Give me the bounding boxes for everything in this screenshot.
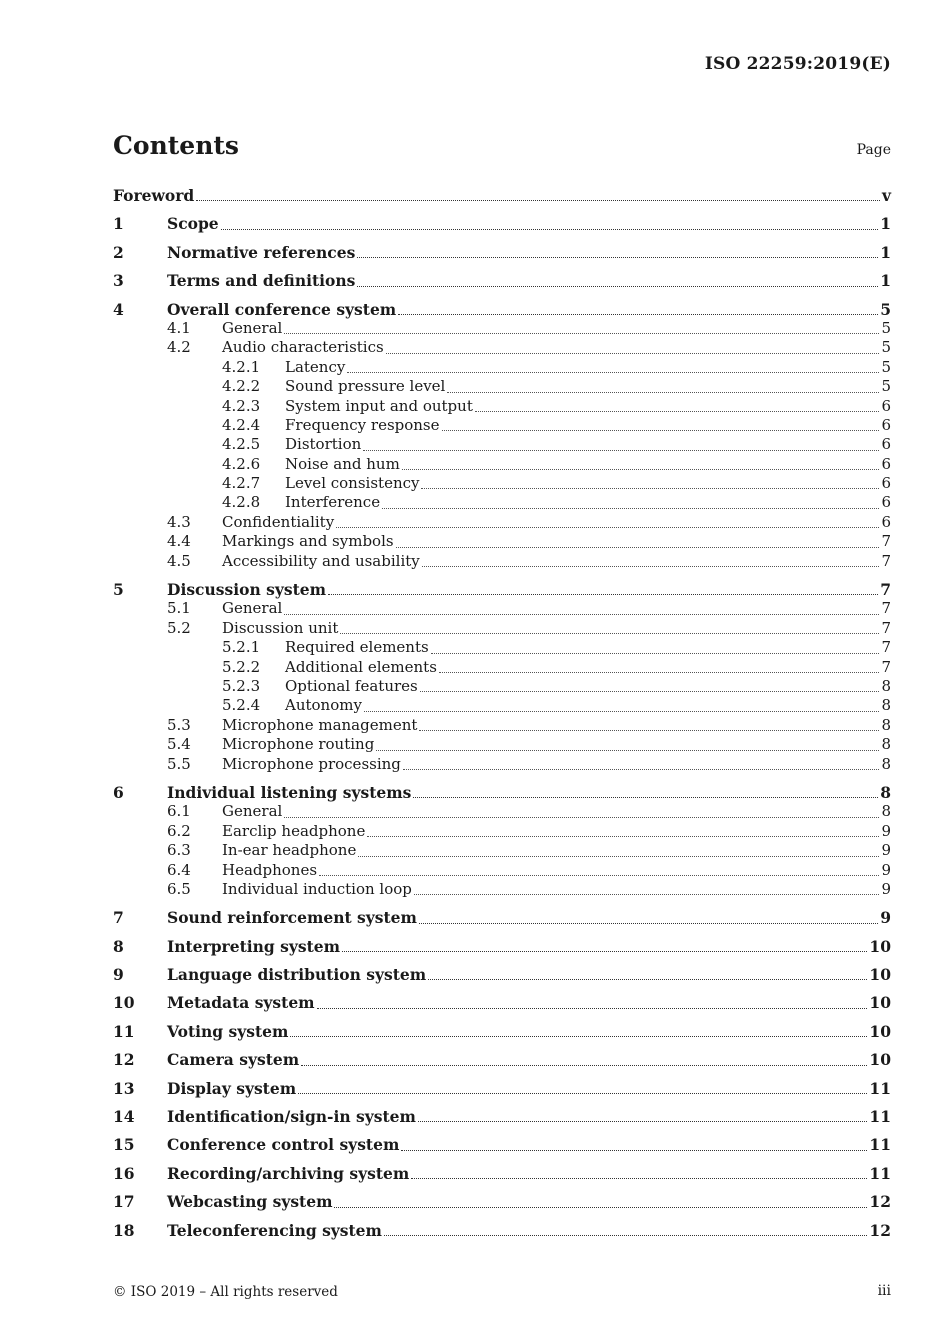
toc-entry-page: 11: [869, 1107, 891, 1127]
dot-leader: [418, 1121, 867, 1122]
toc-entry-page: 6: [881, 435, 891, 454]
dot-leader: [284, 614, 879, 615]
toc-entry-number: 9: [113, 965, 124, 985]
toc-entry-page: 9: [880, 908, 891, 928]
toc-entry-title: Conference control system: [167, 1135, 400, 1155]
copyright-notice: © ISO 2019 – All rights reserved: [113, 1284, 338, 1300]
toc-entry[interactable]: [113, 493, 891, 512]
toc-entry[interactable]: [113, 214, 891, 233]
dot-leader: [442, 430, 880, 431]
toc-entry-number: 8: [113, 936, 124, 956]
dot-leader: [284, 333, 879, 334]
toc-entry-page: 9: [881, 860, 891, 879]
toc-entry[interactable]: [113, 1192, 891, 1211]
dot-leader: [196, 200, 880, 201]
toc-entry-number: 15: [113, 1135, 135, 1155]
toc-entry-page: 9: [881, 841, 891, 860]
toc-entry-title: Camera system: [167, 1050, 300, 1070]
toc-entry[interactable]: [113, 513, 891, 532]
toc-entry-number: 10: [113, 993, 135, 1013]
dot-leader: [284, 817, 879, 818]
toc-entry-number: 4.2.4: [222, 415, 261, 434]
dot-leader: [358, 856, 879, 857]
toc-entry-title: Teleconferencing system: [167, 1220, 382, 1240]
toc-entry-title: Language distribution system: [167, 965, 427, 985]
dot-leader: [317, 1008, 868, 1009]
dot-leader: [364, 711, 880, 712]
toc-entry-number: 14: [113, 1107, 135, 1127]
toc-entry[interactable]: [113, 186, 891, 205]
toc-entry-title: Noise and hum: [285, 454, 400, 473]
toc-entry-page: 6: [881, 493, 891, 512]
dot-leader: [376, 750, 879, 751]
toc-entry-title: Scope: [167, 214, 219, 234]
toc-entry-title: Sound reinforcement system: [167, 908, 417, 928]
toc-entry-page: 7: [881, 532, 891, 551]
dot-leader: [363, 450, 879, 451]
toc-entry[interactable]: [113, 1221, 891, 1240]
dot-leader: [475, 411, 880, 412]
toc-entry-title: General: [222, 599, 283, 618]
toc-entry-page: 10: [869, 936, 891, 956]
toc-entry-number: 13: [113, 1078, 135, 1098]
dot-leader: [421, 488, 879, 489]
toc-entry[interactable]: [113, 1050, 891, 1069]
toc-entry-title: Foreword: [113, 186, 195, 205]
dot-leader: [221, 229, 879, 230]
dot-leader: [428, 979, 867, 980]
toc-entry-number: 11: [113, 1021, 135, 1041]
toc-entry-number: 6.4: [167, 860, 191, 879]
toc-entry-title: Markings and symbols: [222, 532, 394, 551]
dot-leader: [357, 257, 878, 258]
toc-entry-title: Normative references: [167, 242, 356, 262]
dot-leader: [401, 1150, 867, 1151]
toc-entry-page: 6: [881, 415, 891, 434]
toc-entry[interactable]: [113, 455, 891, 474]
toc-entry-title: Audio characteristics: [222, 338, 384, 357]
toc-entry-number: 4: [113, 299, 124, 319]
toc-entry-page: 6: [881, 396, 891, 415]
toc-entry[interactable]: [113, 532, 891, 551]
toc-entry-number: 5.3: [167, 715, 191, 734]
dot-leader: [447, 392, 879, 393]
toc-entry-page: 10: [869, 1050, 891, 1070]
toc-entry-title: System input and output: [285, 396, 473, 415]
toc-entry-page: 11: [869, 1163, 891, 1183]
toc-entry[interactable]: [113, 377, 891, 396]
dot-leader: [334, 1207, 867, 1208]
toc-entry-title: Frequency response: [285, 415, 440, 434]
toc-entry-page: 7: [881, 599, 891, 618]
toc-entry-number: 5: [113, 580, 124, 600]
toc-entry-number: 4.2: [167, 338, 191, 357]
toc-entry-number: 5.2: [167, 618, 191, 637]
dot-leader: [396, 547, 880, 548]
toc-entry-page: 8: [881, 754, 891, 773]
toc-entry-title: Discussion unit: [222, 618, 339, 637]
toc-entry-number: 7: [113, 908, 124, 928]
toc-entry-title: Level consistency: [285, 474, 420, 493]
toc-entry-page: 11: [869, 1135, 891, 1155]
toc-entry[interactable]: [113, 338, 891, 357]
dot-leader: [419, 730, 879, 731]
toc-entry[interactable]: [113, 552, 891, 571]
toc-entry-title: Distortion: [285, 435, 362, 454]
toc-entry-title: Webcasting system: [167, 1192, 333, 1212]
toc-entry-number: 4.4: [167, 532, 191, 551]
toc-entry-number: 3: [113, 271, 124, 291]
page-column-label: Page: [856, 142, 891, 158]
dot-leader: [419, 923, 878, 924]
toc-entry-title: Required elements: [285, 638, 429, 657]
toc-entry-title: Accessibility and usability: [222, 551, 420, 570]
toc-entry-title: Display system: [167, 1078, 297, 1098]
toc-entry-title: Confidentiality: [222, 512, 335, 531]
table-of-contents: [113, 186, 891, 1240]
dot-leader: [357, 286, 878, 287]
toc-entry-page: 1: [880, 214, 891, 234]
toc-entry-title: Additional elements: [285, 657, 437, 676]
toc-entry-page: 10: [869, 993, 891, 1013]
toc-entry-page: 5: [881, 377, 891, 396]
toc-entry-title: Overall conference system: [167, 299, 397, 319]
toc-entry-number: 4.2.5: [222, 435, 261, 454]
dot-leader: [384, 1235, 867, 1236]
toc-entry[interactable]: [113, 965, 891, 984]
toc-entry[interactable]: [113, 397, 891, 416]
toc-entry-number: 4.5: [167, 551, 191, 570]
dot-leader: [367, 836, 879, 837]
dot-leader: [290, 1036, 867, 1037]
toc-entry-number: 5.5: [167, 754, 191, 773]
dot-leader: [342, 951, 867, 952]
toc-entry-title: Metadata system: [167, 993, 315, 1013]
toc-entry[interactable]: [113, 435, 891, 454]
toc-entry-title: Voting system: [167, 1021, 289, 1041]
toc-entry-number: 4.2.1: [222, 357, 261, 376]
toc-entry-page: 1: [880, 271, 891, 291]
dot-leader: [413, 797, 878, 798]
toc-entry-number: 4.2.8: [222, 493, 261, 512]
toc-entry[interactable]: [113, 658, 891, 677]
toc-entry-number: 4.2.6: [222, 454, 261, 473]
dot-leader: [301, 1065, 867, 1066]
dot-leader: [403, 769, 880, 770]
toc-entry-number: 5.2.3: [222, 676, 261, 695]
toc-entry[interactable]: [113, 638, 891, 657]
toc-entry-page: 10: [869, 965, 891, 985]
toc-entry-number: 18: [113, 1220, 135, 1240]
toc-entry[interactable]: [113, 1135, 891, 1154]
toc-entry[interactable]: [113, 861, 891, 880]
toc-entry-title: Interpreting system: [167, 936, 341, 956]
toc-entry[interactable]: [113, 755, 891, 774]
toc-entry[interactable]: [113, 880, 891, 899]
dot-leader: [386, 353, 880, 354]
dot-leader: [422, 566, 880, 567]
toc-entry-title: Terms and definitions: [167, 271, 356, 291]
toc-entry[interactable]: [113, 696, 891, 715]
dot-leader: [431, 653, 880, 654]
toc-entry[interactable]: [113, 358, 891, 377]
toc-entry-page: 8: [880, 782, 891, 802]
toc-entry-title: General: [222, 802, 283, 821]
toc-entry[interactable]: [113, 474, 891, 493]
dot-leader: [336, 527, 879, 528]
toc-entry-title: General: [222, 318, 283, 337]
toc-entry-page: 6: [881, 512, 891, 531]
toc-entry-title: Earclip headphone: [222, 821, 366, 840]
dot-leader: [319, 875, 879, 876]
toc-entry[interactable]: [113, 319, 891, 338]
toc-entry-number: 5.2.2: [222, 657, 261, 676]
dot-leader: [340, 633, 879, 634]
toc-entry[interactable]: [113, 599, 891, 618]
toc-entry[interactable]: [113, 937, 891, 956]
toc-entry-title: Individual induction loop: [222, 879, 412, 898]
toc-entry[interactable]: [113, 300, 891, 319]
document-id: ISO 22259:2019(E): [704, 54, 891, 74]
toc-entry-number: 16: [113, 1163, 135, 1183]
toc-entry[interactable]: [113, 802, 891, 821]
dot-leader: [382, 508, 879, 509]
toc-entry-title: In-ear headphone: [222, 841, 357, 860]
toc-entry-number: 4.1: [167, 318, 191, 337]
toc-entry-title: Sound pressure level: [285, 377, 446, 396]
toc-entry-page: 8: [881, 715, 891, 734]
toc-entry-number: 12: [113, 1050, 135, 1070]
toc-entry-number: 4.2.3: [222, 396, 261, 415]
toc-entry-number: 1: [113, 214, 124, 234]
toc-entry-number: 6.3: [167, 841, 191, 860]
toc-entry-page: 6: [881, 454, 891, 473]
toc-entry[interactable]: [113, 1164, 891, 1183]
toc-entry-number: 5.2.4: [222, 696, 261, 715]
toc-entry-title: Microphone processing: [222, 754, 401, 773]
toc-entry-title: Individual listening systems: [167, 782, 412, 802]
toc-entry-title: Optional features: [285, 676, 418, 695]
toc-entry-number: 5.1: [167, 599, 191, 618]
toc-entry-page: 5: [881, 357, 891, 376]
dot-leader: [328, 594, 878, 595]
toc-entry-title: Headphones: [222, 860, 318, 879]
toc-entry-page: 7: [881, 657, 891, 676]
toc-entry-page: v: [881, 186, 891, 205]
toc-entry[interactable]: [113, 1022, 891, 1041]
toc-entry[interactable]: [113, 735, 891, 754]
toc-entry[interactable]: [113, 271, 891, 290]
toc-entry-title: Microphone management: [222, 715, 418, 734]
toc-entry-page: 5: [880, 299, 891, 319]
page-number: iii: [877, 1283, 891, 1299]
dot-leader: [347, 372, 879, 373]
toc-entry-number: 6.5: [167, 879, 191, 898]
dot-leader: [402, 469, 880, 470]
toc-entry[interactable]: [113, 993, 891, 1012]
toc-entry[interactable]: [113, 822, 891, 841]
toc-entry[interactable]: [113, 619, 891, 638]
toc-entry-page: 7: [881, 551, 891, 570]
toc-entry-number: 6: [113, 782, 124, 802]
dot-leader: [411, 1178, 867, 1179]
toc-entry-number: 6.1: [167, 802, 191, 821]
toc-entry[interactable]: [113, 416, 891, 435]
toc-entry-number: 4.2.2: [222, 377, 261, 396]
toc-entry-page: 6: [881, 474, 891, 493]
toc-entry-page: 1: [880, 242, 891, 262]
toc-entry-page: 7: [881, 618, 891, 637]
toc-entry-page: 8: [881, 735, 891, 754]
toc-entry[interactable]: [113, 1107, 891, 1126]
toc-entry-number: 17: [113, 1192, 135, 1212]
toc-entry-page: 5: [881, 338, 891, 357]
toc-entry[interactable]: [113, 783, 891, 802]
dot-leader: [439, 672, 880, 673]
toc-entry-page: 10: [869, 1021, 891, 1041]
toc-entry-page: 7: [880, 580, 891, 600]
toc-entry-number: 6.2: [167, 821, 191, 840]
toc-entry[interactable]: [113, 908, 891, 927]
toc-entry-page: 12: [869, 1220, 891, 1240]
toc-entry-title: Latency: [285, 357, 346, 376]
toc-entry[interactable]: [113, 1079, 891, 1098]
toc-entry-number: 5.2.1: [222, 638, 261, 657]
toc-entry[interactable]: [113, 716, 891, 735]
toc-entry-page: 8: [881, 676, 891, 695]
toc-entry[interactable]: [113, 580, 891, 599]
toc-entry-title: Interference: [285, 493, 381, 512]
toc-entry-page: 9: [881, 821, 891, 840]
toc-entry-page: 12: [869, 1192, 891, 1212]
dot-leader: [414, 894, 880, 895]
toc-entry-page: 8: [881, 802, 891, 821]
toc-entry-page: 8: [881, 696, 891, 715]
dot-leader: [420, 691, 880, 692]
toc-entry-title: Identification/sign-in system: [167, 1107, 416, 1127]
toc-entry-page: 7: [881, 638, 891, 657]
dot-leader: [298, 1093, 867, 1094]
toc-entry-title: Recording/archiving system: [167, 1163, 410, 1183]
toc-entry[interactable]: [113, 243, 891, 262]
toc-entry-title: Autonomy: [285, 696, 362, 715]
toc-entry[interactable]: [113, 677, 891, 696]
toc-entry-page: 11: [869, 1078, 891, 1098]
toc-entry-page: 9: [881, 879, 891, 898]
toc-entry-number: 4.2.7: [222, 474, 261, 493]
toc-entry-page: 5: [881, 318, 891, 337]
toc-entry-title: Discussion system: [167, 580, 326, 600]
toc-entry-number: 5.4: [167, 735, 191, 754]
toc-entry-number: 4.3: [167, 512, 191, 531]
toc-entry-number: 2: [113, 242, 124, 262]
toc-entry[interactable]: [113, 841, 891, 860]
page-title: Contents: [113, 131, 240, 160]
dot-leader: [398, 314, 878, 315]
toc-entry-title: Microphone routing: [222, 735, 375, 754]
